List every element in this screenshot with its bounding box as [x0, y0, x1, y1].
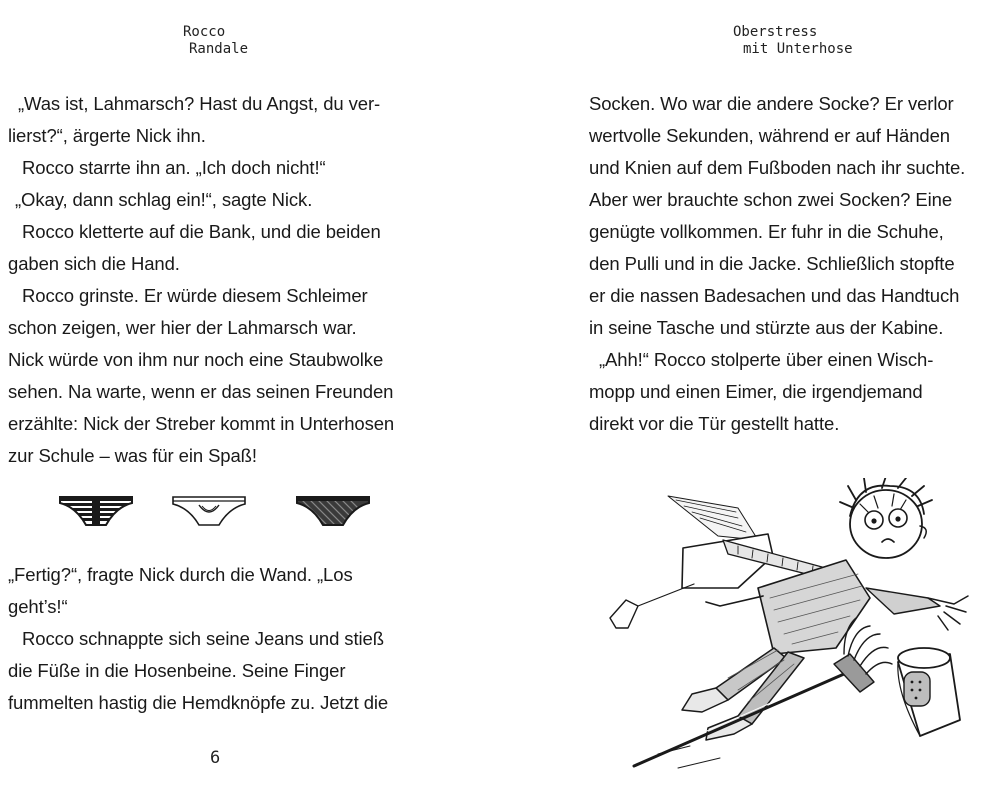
page-number: 6: [210, 748, 221, 768]
text-line: Rocco starrte ihn an. „Ich doch nicht!“: [22, 157, 326, 178]
text-line: Rocco kletterte auf die Bank, und die beiden: [22, 221, 381, 242]
running-head-line: Oberstress: [733, 24, 818, 40]
text-line: in seine Tasche und stürzte aus der Kabine.: [589, 317, 944, 338]
text-line: Nick würde von ihm nur noch eine Staubwolke: [8, 349, 384, 370]
text-line: er die nassen Badesachen und das Handtuch: [589, 285, 960, 306]
text-line: wertvolle Sekunden, während er auf Händen: [589, 125, 950, 146]
striped-briefs-icon: [56, 491, 136, 529]
text-line: „Fertig?“, fragte Nick durch die Wand. „Los: [8, 564, 353, 585]
text-line: sehen. Na warte, wenn er das seinen Freunden: [8, 381, 394, 402]
running-head-line: Rocco: [183, 24, 226, 40]
text-line: „Okay, dann schlag ein!“, sagte Nick.: [15, 189, 313, 210]
text-line: „Was ist, Lahmarsch? Hast du Angst, du ver-: [18, 93, 381, 114]
text-line: direkt vor die Tür gestellt hatte.: [589, 413, 840, 434]
text-line: genügte vollkommen. Er fuhr in die Schuhe,: [589, 221, 944, 242]
dark-briefs-icon: [293, 491, 373, 529]
text-line: geht’s!“: [8, 596, 68, 617]
text-line: den Pulli und in die Jacke. Schließlich stopfte: [589, 253, 955, 274]
text-line: lierst?“, ärgerte Nick ihn.: [8, 125, 206, 146]
running-head-line: mit Unterhose: [743, 41, 853, 57]
text-line: Rocco schnappte sich seine Jeans und stieß: [22, 628, 384, 649]
white-briefs-icon: [169, 491, 249, 529]
text-line: Aber wer brauchte schon zwei Socken? Eine: [589, 189, 953, 210]
text-line: mopp und einen Eimer, die irgendjemand: [589, 381, 923, 402]
text-line: erzählte: Nick der Streber kommt in Unterhosen: [8, 413, 395, 434]
text-line: fummelten hastig die Hemdknöpfe zu. Jetzt die: [8, 692, 389, 713]
right-body-text: [589, 88, 965, 440]
underwear-illustrations: [56, 491, 396, 531]
right-running-head: [735, 24, 853, 58]
running-head-line: Randale: [189, 41, 249, 57]
text-line: und Knien auf dem Fußboden nach ihr suchte.: [589, 157, 966, 178]
text-line: schon zeigen, wer hier der Lahmarsch war.: [8, 317, 357, 338]
rocco-tripping-illustration: [598, 478, 998, 778]
text-line: gaben sich die Hand.: [8, 253, 180, 274]
left-body-text-bottom: [8, 559, 388, 719]
text-line: die Füße in die Hosenbeine. Seine Finger: [8, 660, 346, 681]
text-line: Rocco grinste. Er würde diesem Schleimer: [22, 285, 368, 306]
text-line: Socken. Wo war die andere Socke? Er verlor: [589, 93, 954, 114]
left-running-head: [183, 24, 248, 58]
left-body-text-top: [8, 88, 394, 472]
text-line: zur Schule – was für ein Spaß!: [8, 445, 257, 466]
text-line: „Ahh!“ Rocco stolperte über einen Wisch-: [599, 349, 934, 370]
